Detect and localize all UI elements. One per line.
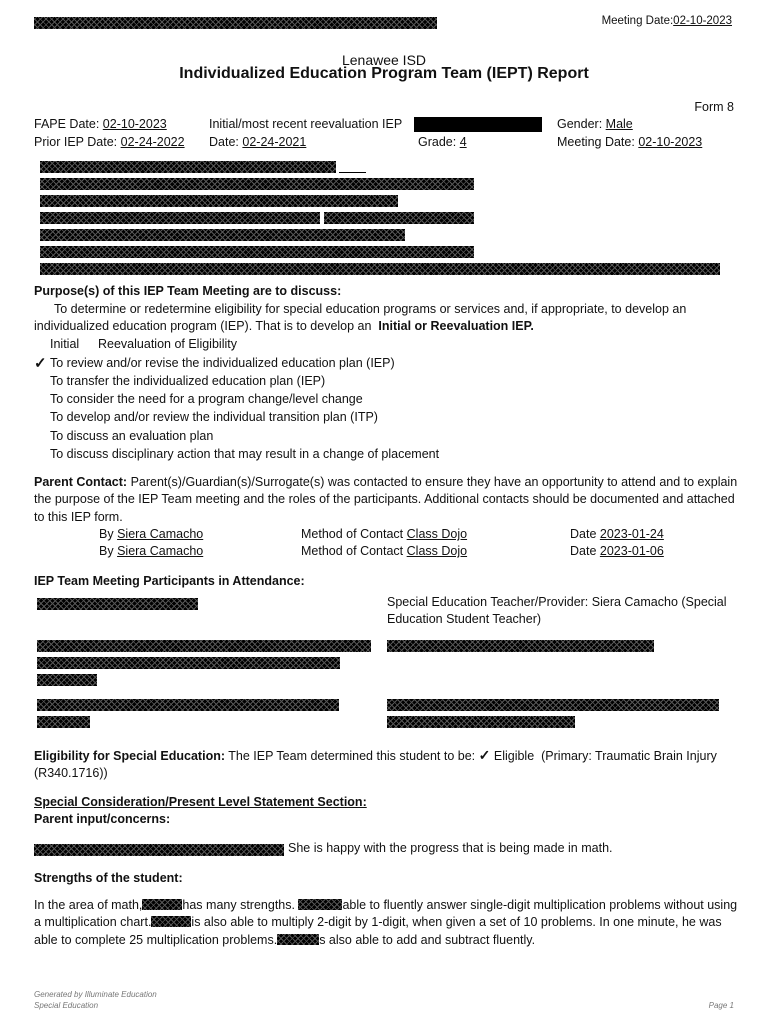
- purpose-item: To consider the need for a program change/level change: [50, 392, 363, 406]
- contact-row: By Siera Camacho: [99, 544, 204, 558]
- redacted-underline: [339, 172, 366, 173]
- redacted-block-line: [40, 195, 398, 207]
- purpose-heading: Purpose(s) of this IEP Team Meeting are to discuss:: [34, 284, 342, 298]
- eligibility-status: Eligible: [493, 749, 535, 763]
- special-heading: Special Consideration/Present Level Statement Section:: [34, 795, 367, 809]
- fape-date: FAPE Date: 02-10-2023: [34, 117, 167, 131]
- meeting-date: Meeting Date: 02-10-2023: [557, 135, 703, 149]
- contact-date: Date 2023-01-24: [570, 527, 664, 541]
- contact-by: Siera Camacho: [117, 544, 204, 558]
- footer-generated: Generated by Illuminate Education: [34, 990, 157, 999]
- eligibility-primary: (Primary: Traumatic Brain Injury: [541, 749, 717, 763]
- strengths-line-2: a multiplication chart. is also able to multiply 2-digit by 1-digit, when given a set of 10 problems. In one minute, he was: [34, 915, 722, 929]
- meeting-date-label: Meeting Date:: [601, 15, 674, 27]
- form-number: Form 8: [694, 100, 734, 114]
- redacted-participant: [37, 640, 371, 652]
- iep-type: Initial or Reevaluation IEP.: [378, 319, 534, 333]
- redacted-participant: [37, 699, 339, 711]
- purpose-item: To review and/or revise the individualized education plan (IEP): [50, 356, 395, 370]
- parent-contact-2: the purpose of the IEP Team meeting and the roles of the participants. Additional contacts should be documented and attached: [34, 492, 735, 506]
- grade-value: 4: [459, 135, 467, 149]
- strengths-line-1: In the area of math, has many strengths. able to fluently answer single-digit multiplication problems without using: [34, 898, 738, 912]
- contact-row: By Siera Camacho: [99, 527, 204, 541]
- gender-value: Male: [605, 117, 633, 131]
- meeting-date-value: 02-10-2023: [673, 15, 732, 27]
- purpose-intro-1: To determine or redetermine eligibility for special education programs or services and, if appropriate, to develop an: [54, 302, 687, 316]
- district-name: Lenawee ISD: [341, 52, 427, 68]
- footer-page: Page 1: [708, 1001, 734, 1010]
- prior-iep-date: Prior IEP Date: 02-24-2022: [34, 135, 185, 149]
- contact-method: Method of Contact Class Dojo: [301, 527, 468, 541]
- contact-date-value: 2023-01-06: [599, 544, 664, 558]
- redacted-block-line: [40, 161, 336, 173]
- redacted-student-name: [34, 17, 437, 29]
- contact-method: Method of Contact Class Dojo: [301, 544, 468, 558]
- purpose-checkmark: ✓: [34, 355, 47, 372]
- eligibility-label: Eligibility for Special Education:: [34, 749, 225, 763]
- reeval-label: Initial/most recent reevaluation IEP: [209, 117, 403, 131]
- redacted-name: [151, 916, 191, 927]
- redacted-participant: [387, 716, 575, 728]
- redacted-participant: [387, 640, 654, 652]
- redacted-block-line: [40, 212, 320, 224]
- footer-module: Special Education: [34, 1001, 99, 1010]
- eligibility-line: Eligibility for Special Education: The IEP Team determined this student to be: ✓ Eligible (Primary: Traumatic Brain Injury: [34, 747, 717, 763]
- purpose-item: To discuss disciplinary action that may result in a change of placement: [50, 447, 440, 461]
- eligibility-check: ✓: [478, 747, 491, 763]
- redacted-participant: [37, 716, 90, 728]
- redacted-participant: [387, 699, 719, 711]
- redacted-block-line: [40, 263, 720, 275]
- redacted-reeval: [414, 117, 542, 132]
- purpose-item: To discuss an evaluation plan: [50, 429, 214, 443]
- redacted-block-line: [40, 246, 474, 258]
- redacted-block-line: [40, 178, 474, 190]
- parent-contact-1: Parent Contact: Parent(s)/Guardian(s)/Surrogate(s) was contacted to ensure they have an opportunity to attend and to explain: [34, 475, 738, 489]
- fape-date-value: 02-10-2023: [102, 117, 167, 131]
- header-meeting-date: [602, 15, 732, 27]
- redacted-name: [142, 899, 182, 910]
- redacted-parent-input: [34, 844, 284, 856]
- contact-date-value: 2023-01-24: [599, 527, 664, 541]
- parent-contact-3: to this IEP form.: [34, 510, 123, 524]
- redacted-participant: [37, 657, 340, 669]
- purpose-item: To transfer the individualized education plan (IEP): [50, 374, 326, 388]
- reeval-date: Date: 02-24-2021: [209, 135, 307, 149]
- redacted-block-line: [40, 229, 405, 241]
- redacted-block-line: [324, 212, 474, 224]
- parent-input-text: She is happy with the progress that is being made in math.: [288, 841, 613, 855]
- redacted-participant: [37, 674, 97, 686]
- participant-teacher-2: Education Student Teacher): [387, 612, 542, 626]
- contact-date: Date 2023-01-06: [570, 544, 664, 558]
- redacted-name: [298, 899, 342, 910]
- strengths-line-3: able to complete 25 multiplication problems. s also able to add and subtract fluently.: [34, 933, 536, 947]
- purpose-intro-2: individualized education program (IEP). That is to develop an Initial or Reevaluation IEP.: [34, 319, 534, 333]
- meeting-date-info-value: 02-10-2023: [638, 135, 703, 149]
- contact-by: Siera Camacho: [117, 527, 204, 541]
- strengths-heading: Strengths of the student:: [34, 871, 183, 885]
- option-reevaluation: Reevaluation of Eligibility: [98, 337, 237, 351]
- redacted-name: [277, 934, 319, 945]
- eligibility-code: (R340.1716)): [34, 766, 108, 780]
- contact-method-value: Class Dojo: [406, 544, 468, 558]
- option-initial: Initial: [50, 337, 80, 351]
- parent-input-heading: Parent input/concerns:: [34, 812, 171, 826]
- grade: Grade: 4: [418, 135, 467, 149]
- prior-iep-date-value: 02-24-2022: [120, 135, 185, 149]
- participant-teacher-1: Special Education Teacher/Provider: Siera Camacho (Special: [387, 595, 727, 609]
- parent-contact-heading: Parent Contact:: [34, 475, 128, 489]
- redacted-participant: [37, 598, 198, 610]
- gender: Gender: Male: [557, 117, 633, 131]
- contact-method-value: Class Dojo: [406, 527, 468, 541]
- reeval-date-value: 02-24-2021: [242, 135, 307, 149]
- page-title: Individualized Education Program Team (IEPT) Report: [179, 65, 589, 82]
- participants-heading: IEP Team Meeting Participants in Attendance:: [34, 574, 305, 588]
- purpose-item: To develop and/or review the individual transition plan (ITP): [50, 410, 378, 424]
